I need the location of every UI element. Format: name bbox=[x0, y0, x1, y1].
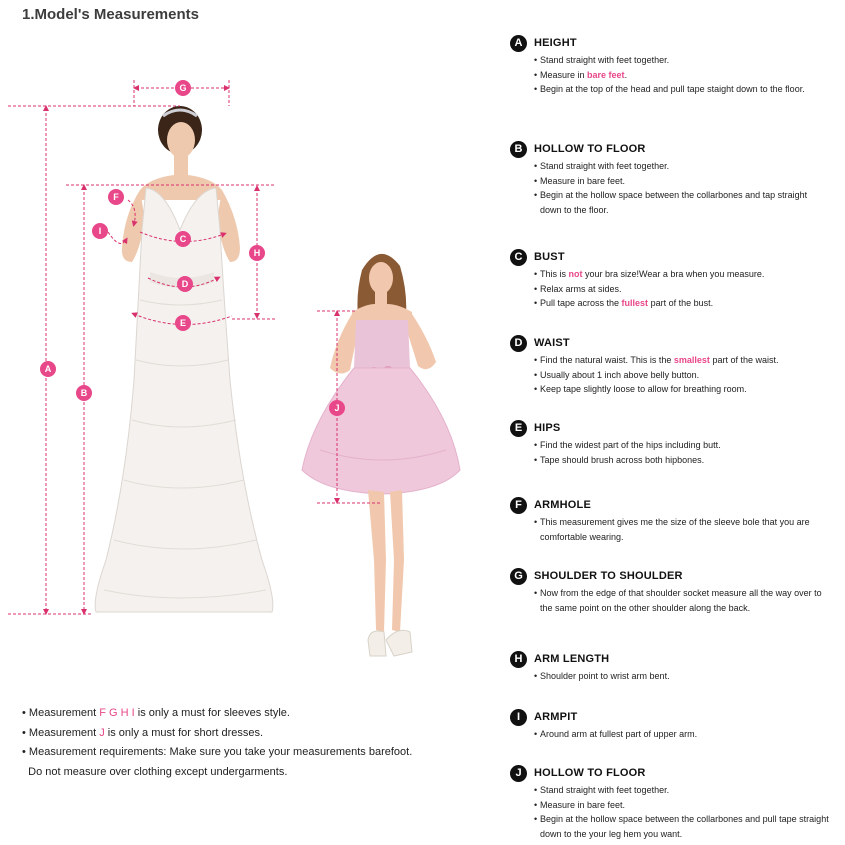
instruction-item bbox=[534, 783, 830, 798]
instruction-item bbox=[534, 669, 830, 684]
letter-badge-icon: F bbox=[510, 497, 527, 514]
section-b bbox=[510, 140, 830, 217]
section-heading bbox=[510, 650, 830, 668]
section-a bbox=[510, 34, 830, 97]
section-title: HEIGHT bbox=[534, 37, 577, 49]
instruction-item bbox=[534, 282, 830, 297]
highlight-text: not bbox=[568, 269, 583, 279]
section-heading bbox=[510, 34, 830, 52]
highlight-text: bare feet bbox=[587, 69, 625, 80]
instruction-item bbox=[534, 586, 830, 615]
note-short-dresses: • Measurement J is only a must for short dresses. bbox=[22, 726, 264, 739]
svg-text:J: J bbox=[334, 403, 340, 413]
section-heading bbox=[510, 708, 830, 726]
instruction-text: Pull tape across the bbox=[540, 298, 622, 309]
instruction-item bbox=[534, 368, 830, 383]
section-title: BUST bbox=[534, 251, 565, 263]
instruction-item bbox=[534, 438, 830, 453]
section-title: ARMPIT bbox=[534, 711, 578, 723]
bride-model-image bbox=[95, 106, 273, 612]
section-title: HOLLOW TO FLOOR bbox=[534, 767, 646, 779]
letter-badge-icon: G bbox=[510, 568, 527, 585]
instruction-text: Stand straight with feet together. bbox=[540, 785, 670, 795]
instruction-item bbox=[534, 188, 830, 217]
instruction-item bbox=[534, 174, 830, 189]
section-heading bbox=[510, 248, 830, 266]
section-c bbox=[510, 248, 830, 311]
svg-text:I: I bbox=[98, 226, 102, 236]
instruction-text: your bra size!Wear a bra when you measure. bbox=[582, 269, 765, 279]
svg-text:B: B bbox=[80, 388, 88, 398]
instruction-text: Begin at the hollow space between the collarbones and tap straight down to the floor. bbox=[540, 190, 808, 215]
section-e bbox=[510, 419, 830, 467]
svg-text:F: F bbox=[113, 192, 119, 202]
letter-badge-icon: C bbox=[510, 249, 527, 266]
short-dress-model-image bbox=[302, 254, 460, 656]
instruction-text: Now from the edge of that shoulder socket measure all the way over to the same point on the other shoulder along the back. bbox=[540, 588, 822, 613]
label-j bbox=[329, 400, 345, 416]
instruction-text: part of the waist. bbox=[709, 355, 779, 365]
section-heading bbox=[510, 334, 830, 352]
label-i bbox=[92, 223, 108, 239]
instruction-text: Keep tape slightly loose to allow for breathing room. bbox=[540, 384, 747, 395]
svg-text:D: D bbox=[181, 279, 189, 289]
instruction-item bbox=[534, 453, 830, 468]
instruction-item bbox=[534, 53, 830, 68]
svg-text:E: E bbox=[179, 318, 187, 328]
label-f bbox=[108, 189, 124, 205]
section-heading bbox=[510, 496, 830, 514]
instruction-text: Find the widest part of the hips including butt. bbox=[540, 440, 721, 450]
letter-badge-icon: J bbox=[510, 765, 527, 782]
note-sleeves: • Measurement F G H I is only a must for sleeves style. bbox=[22, 707, 290, 719]
label-c bbox=[175, 231, 191, 247]
instruction-text: Begin at the top of the head and pull tape staight down to the floor. bbox=[540, 84, 805, 95]
svg-text:G: G bbox=[179, 83, 187, 93]
section-heading bbox=[510, 764, 830, 782]
instruction-item bbox=[534, 159, 830, 174]
svg-text:A: A bbox=[44, 364, 52, 374]
letter-badge-icon: H bbox=[510, 651, 527, 668]
instruction-item bbox=[534, 812, 830, 841]
letter-badge-icon: A bbox=[510, 35, 527, 52]
instruction-item bbox=[534, 515, 830, 544]
instruction-text: Measure in bare feet. bbox=[540, 175, 626, 186]
label-h bbox=[249, 245, 265, 261]
letter-badge-icon: B bbox=[510, 141, 527, 158]
section-d bbox=[510, 334, 830, 397]
page-title: 1.Model's Measurements bbox=[22, 6, 199, 23]
instruction-text: Shoulder point to wrist arm bent. bbox=[540, 671, 670, 681]
label-d bbox=[177, 276, 193, 292]
instruction-item bbox=[534, 727, 830, 742]
section-j bbox=[510, 764, 830, 841]
label-g bbox=[175, 80, 191, 96]
highlight-text: fullest bbox=[621, 298, 649, 309]
section-title: HIPS bbox=[534, 422, 561, 434]
section-i bbox=[510, 708, 830, 742]
svg-text:C: C bbox=[179, 234, 187, 244]
instruction-item bbox=[534, 82, 830, 97]
label-e bbox=[175, 315, 191, 331]
measurement-illustration bbox=[0, 0, 490, 680]
instruction-text: Tape should brush across both hipbones. bbox=[540, 454, 705, 465]
instruction-text: Stand straight with feet together. bbox=[540, 55, 670, 65]
instruction-item bbox=[534, 353, 830, 368]
instruction-text: Relax arms at sides. bbox=[540, 283, 622, 294]
section-heading bbox=[510, 140, 830, 158]
instruction-text: part of the bust. bbox=[648, 298, 714, 309]
label-a bbox=[40, 361, 56, 377]
instruction-text: . bbox=[624, 69, 628, 80]
instruction-text: Measure in bbox=[540, 69, 588, 80]
instruction-text: Measure in bare feet. bbox=[540, 799, 626, 810]
instruction-item bbox=[534, 382, 830, 397]
instruction-text: Begin at the hollow space between the collarbones and pull tape straight down to the your leg hem you want. bbox=[540, 814, 829, 839]
instruction-item bbox=[534, 68, 830, 83]
section-h bbox=[510, 650, 830, 684]
section-g bbox=[510, 567, 830, 615]
section-title: ARM LENGTH bbox=[534, 653, 610, 665]
measurement-notes bbox=[22, 704, 492, 782]
section-title: SHOULDER TO SHOULDER bbox=[534, 570, 683, 582]
svg-text:H: H bbox=[253, 248, 261, 258]
instruction-text: Find the natural waist. This is the bbox=[540, 355, 674, 365]
letter-badge-icon: E bbox=[510, 420, 527, 437]
letter-badge-icon: D bbox=[510, 335, 527, 352]
section-heading bbox=[510, 419, 830, 437]
highlight-text: smallest bbox=[673, 355, 710, 365]
instruction-text: This is bbox=[540, 269, 569, 279]
note-undergarments: Do not measure over clothing except undergarments. bbox=[28, 765, 288, 778]
instruction-text: This measurement gives me the size of the sleeve bole that you are comfortable wearing. bbox=[540, 517, 810, 542]
section-title: HOLLOW TO FLOOR bbox=[534, 143, 646, 155]
section-title: ARMHOLE bbox=[534, 499, 592, 511]
letter-badge-icon: I bbox=[510, 709, 527, 726]
instruction-item bbox=[534, 296, 830, 311]
label-b bbox=[76, 385, 92, 401]
instruction-text: Stand straight with feet together. bbox=[540, 161, 670, 171]
note-requirements: • Measurement requirements: Make sure you take your measurements barefoot. bbox=[22, 746, 413, 758]
section-f bbox=[510, 496, 830, 544]
section-heading bbox=[510, 567, 830, 585]
instruction-item bbox=[534, 267, 830, 282]
instruction-text: Around arm at fullest part of upper arm. bbox=[540, 729, 698, 739]
instruction-item bbox=[534, 798, 830, 813]
instruction-text: Usually about 1 inch above belly button. bbox=[540, 369, 700, 380]
section-title: WAIST bbox=[534, 337, 570, 349]
